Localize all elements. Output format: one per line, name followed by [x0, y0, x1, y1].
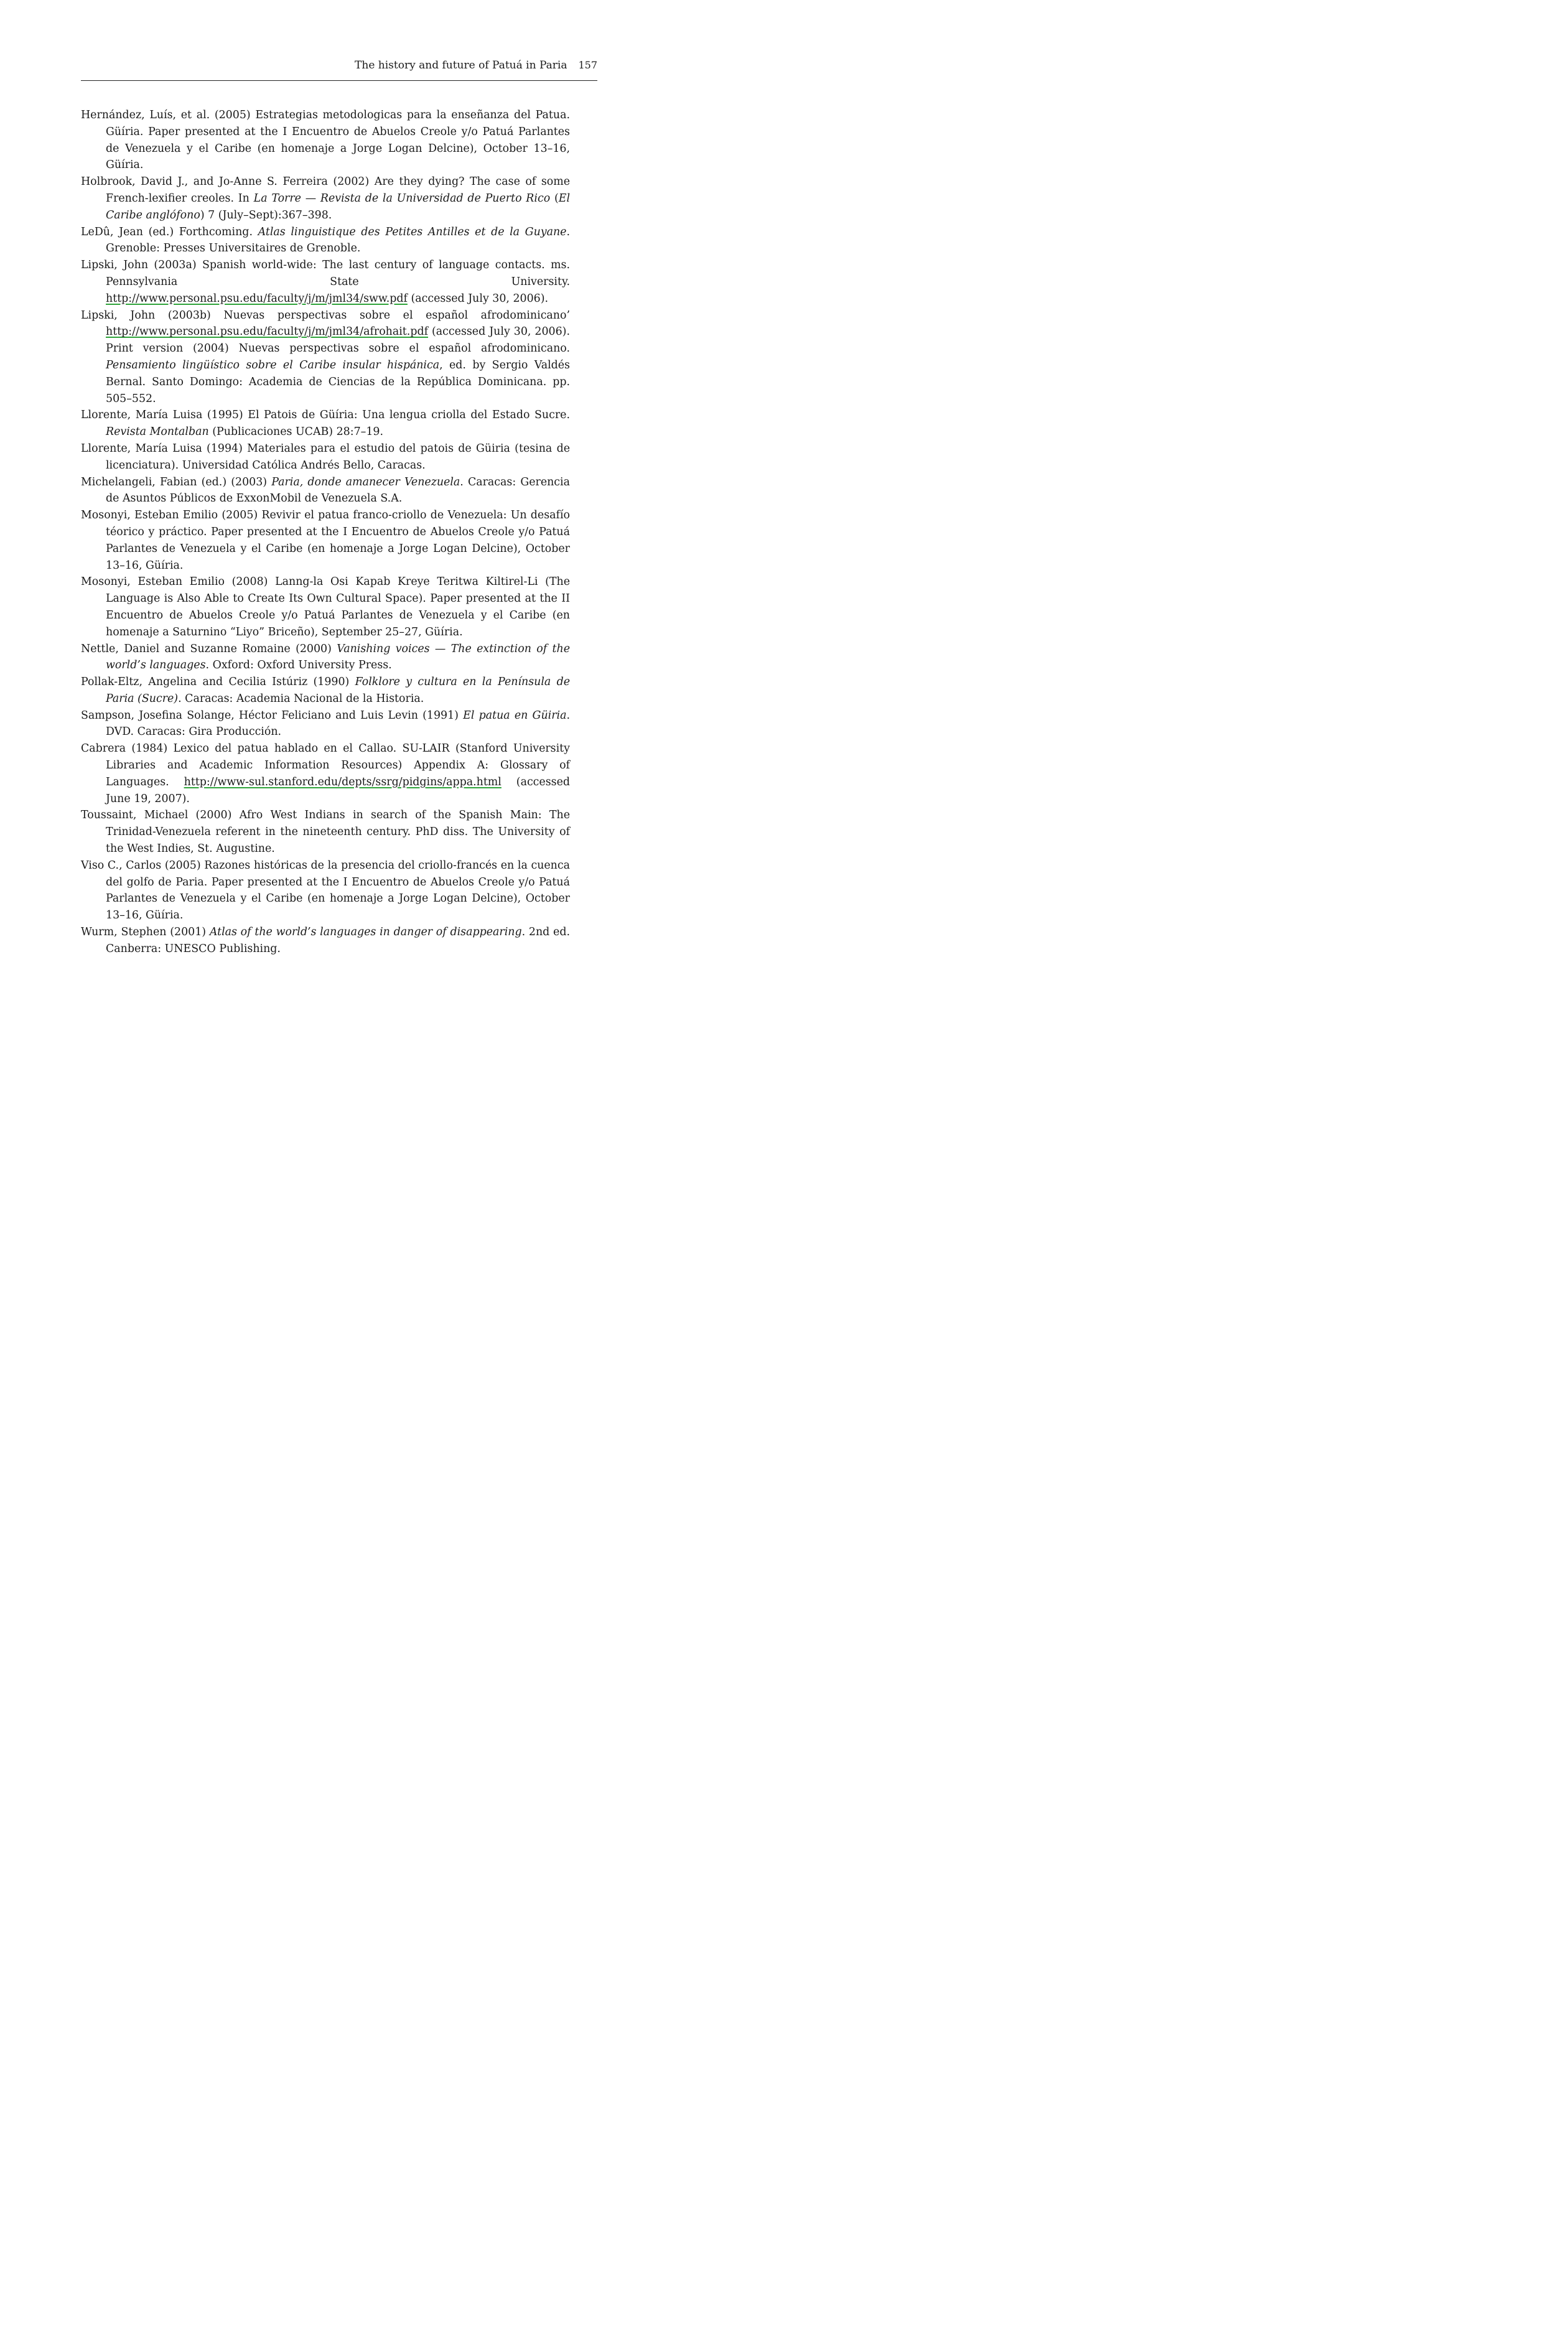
reference-text: Holbrook, David J., and Jo-Anne S. Ferreira (2002) Are they dying? The case of some French-lexifier creoles. In — [81, 175, 570, 205]
reference-entry — [81, 441, 570, 474]
reference-text: . DVD. Caracas: Gira Producción. — [106, 709, 570, 739]
reference-entry — [81, 407, 570, 441]
running-title: The history and future of Patuá in Paria — [355, 59, 567, 72]
reference-text: Llorente, María Luisa (1994) Materiales para el estudio del patois de Güiria (tesina de licenciatura). Universidad Católica Andrés Bello, Caracas. — [81, 442, 570, 472]
reference-title-italic: La Torre — Revista de la Universidad de Puerto Rico — [253, 192, 551, 205]
reference-text: Pollak-Eltz, Angelina and Cecilia Istúriz (1990) — [81, 676, 355, 689]
reference-text: Michelangeli, Fabian (ed.) (2003) — [81, 475, 272, 488]
reference-title-italic: Pensamiento lingüístico sobre el Caribe insular hispánica — [106, 358, 440, 371]
reference-text: . Oxford: Oxford University Press. — [205, 659, 392, 672]
reference-text: Wurm, Stephen (2001) — [81, 926, 210, 939]
reference-title-italic: Paria, donde amanecer Venezuela — [271, 475, 460, 488]
reference-text: . Caracas: Academia Nacional de la Historia. — [178, 692, 424, 705]
reference-entry — [81, 740, 570, 807]
reference-text: (accessed July 30, 2006). Print version (2004) Nuevas perspectivas sobre el español afrodominicano. — [106, 325, 570, 355]
reference-text: Llorente, María Luisa (1995) El Patois de Güíria: Una lengua criolla del Estado Sucre. — [81, 409, 570, 422]
reference-entry — [81, 674, 570, 707]
reference-entry — [81, 574, 570, 640]
reference-link[interactable]: http://www-sul.stanford.edu/depts/ssrg/pidgins/appa.html — [184, 775, 502, 788]
reference-text: Sampson, Josefina Solange, Héctor Feliciano and Luis Levin (1991) — [81, 709, 464, 722]
reference-entry — [81, 257, 570, 307]
reference-text: . Caracas: Gerencia de Asuntos Públicos de ExxonMobil de Venezuela S.A. — [106, 475, 570, 505]
reference-text: LeDû, Jean (ed.) Forthcoming. — [81, 225, 258, 238]
reference-title-italic: Revista Montalban — [106, 426, 209, 439]
reference-text: (accessed July 30, 2006). — [407, 292, 549, 305]
reference-title-italic: Atlas linguistique des Petites Antilles et de la Guyane — [258, 225, 567, 238]
reference-text: Lipski, John (2003a) Spanish world-wide: The last century of language contacts. ms. Pennsylvania State University. — [81, 259, 570, 288]
reference-text: Cabrera (1984) Lexico del patua hablado en el Callao. SU-LAIR (Stanford University Libraries and Academic Information Resources) Appendix A: Glossary of Languages. — [81, 742, 570, 788]
running-head — [81, 58, 597, 81]
reference-text: Mosonyi, Esteban Emilio (2005) Revivir el patua franco-criollo de Venezuela: Un desafío téorico y práctico. Paper presented at the I Encuentro de Abuelos Creole y/o Patuá Parlantes de Venezuela y el Caribe (en homenaje a Jorge Logan Delcine), October 13–16, Güíria. — [81, 509, 570, 572]
reference-text: Toussaint, Michael (2000) Afro West Indians in search of the Spanish Main: The Trinidad-Venezuela referent in the nineteenth century. PhD diss. The University of the West Indies, St. Augustine. — [81, 809, 570, 856]
reference-entry — [81, 174, 570, 223]
reference-text: . 2nd ed. Canberra: UNESCO Publishing. — [106, 926, 571, 955]
reference-entry — [81, 924, 570, 958]
reference-entry — [81, 807, 570, 857]
reference-entry — [81, 507, 570, 574]
reference-entry — [81, 857, 570, 924]
reference-text: . Grenoble: Presses Universitaires de Grenoble. — [106, 225, 570, 255]
reference-title-italic: El patua en Güiria — [463, 709, 567, 722]
reference-text: Viso C., Carlos (2005) Razones históricas de la presencia del criollo-francés en la cuenca del golfo de Paria. Paper presented at the I Encuentro de Abuelos Creole y/o Patuá Parlantes de Venezuela y el Caribe (en homenaje a Jorge Logan Delcine), October 13–16, Güíria. — [81, 859, 570, 922]
reference-list — [81, 107, 570, 958]
reference-text: (accessed June 19, 2007). — [106, 775, 570, 805]
reference-text: ) 7 (July–Sept):367–398. — [200, 208, 332, 222]
reference-text: , ed. by Sergio Valdés Bernal. Santo Domingo: Academia de Ciencias de la República Dominicana. pp. 505–552. — [106, 358, 570, 405]
reference-title-italic: Vanishing voices — The extinction of the world’s languages — [106, 642, 570, 672]
reference-text: Nettle, Daniel and Suzanne Romaine (2000) — [81, 642, 337, 655]
page-number: 157 — [578, 59, 597, 71]
reference-title-italic: El Caribe anglófono — [106, 192, 571, 222]
reference-title-italic: Folklore y cultura en la Península de Paria (Sucre) — [106, 676, 570, 705]
reference-entry — [81, 107, 570, 174]
reference-text: (Publicaciones UCAB) 28:7–19. — [208, 426, 384, 439]
reference-text: Mosonyi, Esteban Emilio (2008) Lanng-la Osi Kapab Kreye Teritwa Kiltirel-Li (The Language is Also Able to Create Its Own Cultural Space). Paper presented at the II Encuentro de Abuelos Creole y/o Patuá Parlantes de Venezuela y el Caribe (en homenaje a Saturnino “Liyo” Briceño), September 25–27, Güíria. — [81, 576, 570, 638]
reference-entry — [81, 474, 570, 508]
reference-entry — [81, 707, 570, 741]
book-page — [0, 0, 653, 980]
reference-link[interactable]: http://www.personal.psu.edu/faculty/j/m/jml34/sww.pdf — [106, 292, 408, 305]
reference-text: Lipski, John (2003b) Nuevas perspectivas sobre el español afrodominicano’ — [81, 309, 570, 322]
reference-text: Hernández, Luís, et al. (2005) Estrategias metodologicas para la enseñanza del Patua. Güíria. Paper presented at the I Encuentro de Abuelos Creole y/o Patuá Parlantes de Venezuela y el Caribe (en homenaje a Jorge Logan Delcine), October 13–16, Güíria. — [81, 109, 570, 172]
reference-entry — [81, 641, 570, 674]
reference-entry — [81, 224, 570, 258]
reference-link[interactable]: http://www.personal.psu.edu/faculty/j/m/jml34/afrohait.pdf — [106, 325, 429, 338]
reference-title-italic: Atlas of the world’s languages in danger of disappearing — [209, 926, 522, 939]
reference-entry — [81, 307, 570, 408]
reference-text: ( — [550, 192, 559, 205]
